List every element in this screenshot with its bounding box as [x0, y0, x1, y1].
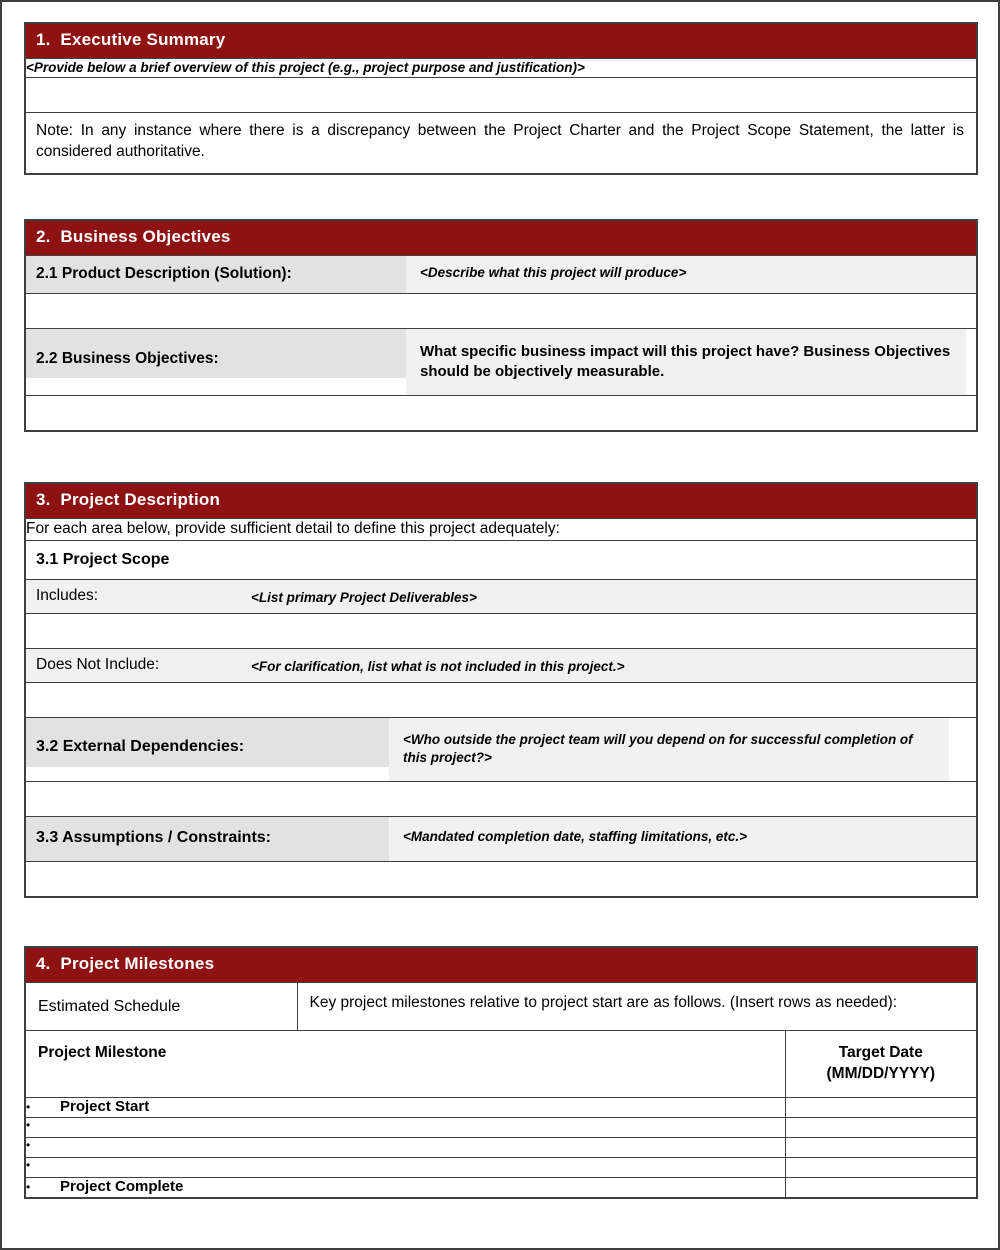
- does-not-include-value: <For clarification, list what is not included in this project.>: [251, 658, 625, 674]
- target-date-header-line1: Target Date: [838, 1044, 923, 1062]
- target-date-cell[interactable]: [785, 1178, 977, 1199]
- external-dependencies-value: <Who outside the project team will you depend on for successful completion of this project?>: [389, 718, 949, 781]
- includes-answer-row[interactable]: [25, 613, 977, 648]
- assumptions-constraints-answer-field[interactable]: [25, 862, 977, 898]
- project-description-intro-row: [25, 519, 977, 540]
- business-objectives-value: What specific business impact will this project have? Business Objectives should be objectively measurable.: [406, 329, 966, 396]
- external-dependencies-row: [25, 717, 977, 781]
- section-2-banner: [25, 220, 977, 256]
- section-4-banner: [25, 947, 977, 983]
- exec-summary-answer-field[interactable]: [25, 77, 977, 112]
- milestones-header-row: [25, 1031, 977, 1098]
- bullet-icon: •: [26, 1138, 31, 1153]
- business-objectives-row: [25, 328, 977, 396]
- section-1-heading: 1. Executive Summary: [36, 30, 226, 49]
- product-description-answer-field[interactable]: [25, 293, 977, 328]
- business-objectives-answer-field[interactable]: [25, 396, 977, 432]
- business-objectives-label: 2.2 Business Objectives:: [26, 329, 406, 378]
- product-description-row: [25, 255, 977, 293]
- does-not-include-row: [25, 648, 977, 682]
- section-executive-summary: [24, 22, 978, 175]
- section-3-heading: 3. Project Description: [36, 490, 221, 510]
- section-1-banner: [25, 23, 977, 59]
- includes-label: Includes:: [36, 586, 99, 604]
- includes-row: [25, 579, 977, 613]
- table-row[interactable]: [25, 1118, 977, 1138]
- bullet-icon: •: [26, 1100, 31, 1115]
- includes-answer-field[interactable]: [25, 613, 977, 648]
- milestone-cell[interactable]: [25, 1158, 785, 1178]
- table-row[interactable]: [25, 1158, 977, 1178]
- section-3-banner: [25, 483, 977, 519]
- target-date-cell[interactable]: [785, 1098, 977, 1118]
- product-description-value: <Describe what this project will produce>: [406, 256, 976, 293]
- milestone-name: Project Start: [60, 1098, 150, 1116]
- section-business-objectives: [24, 219, 978, 433]
- table-row[interactable]: [25, 1098, 977, 1118]
- bullet-icon: •: [26, 1118, 31, 1133]
- table-row[interactable]: [25, 1138, 977, 1158]
- exec-summary-note: Note: In any instance where there is a discrepancy between the Project Charter and the Project Scope Statement, the latter is considered authoritative.: [25, 112, 977, 173]
- exec-summary-prompt-row: [25, 59, 977, 78]
- exec-summary-prompt: <Provide below a brief overview of this project (e.g., project purpose and justification)>: [25, 59, 977, 78]
- exec-summary-note-row: [25, 112, 977, 173]
- external-dependencies-answer-row[interactable]: [25, 782, 977, 817]
- estimated-schedule-label: Estimated Schedule: [25, 983, 297, 1031]
- assumptions-constraints-answer-row[interactable]: [25, 862, 977, 898]
- bullet-icon: •: [26, 1180, 31, 1195]
- includes-value: <List primary Project Deliverables>: [251, 589, 477, 605]
- target-date-column-header: [785, 1031, 977, 1098]
- does-not-include-answer-row[interactable]: [25, 682, 977, 717]
- business-objectives-answer-row[interactable]: [25, 396, 977, 432]
- project-description-intro: For each area below, provide sufficient detail to define this project adequately:: [25, 519, 977, 540]
- external-dependencies-label: 3.2 External Dependencies:: [26, 718, 389, 767]
- milestone-cell[interactable]: [25, 1178, 785, 1199]
- section-4-heading: 4. Project Milestones: [36, 954, 215, 974]
- milestone-cell[interactable]: [25, 1098, 785, 1118]
- milestone-cell[interactable]: [25, 1138, 785, 1158]
- does-not-include-answer-field[interactable]: [25, 682, 977, 717]
- section-2-heading: 2. Business Objectives: [36, 226, 231, 246]
- milestone-cell[interactable]: [25, 1118, 785, 1138]
- target-date-cell[interactable]: [785, 1118, 977, 1138]
- table-row[interactable]: [25, 1178, 977, 1199]
- bullet-icon: •: [26, 1158, 31, 1173]
- target-date-cell[interactable]: [785, 1158, 977, 1178]
- exec-summary-answer-row[interactable]: [25, 77, 977, 112]
- estimated-schedule-row: [25, 983, 977, 1031]
- estimated-schedule-value: Key project milestones relative to project start are as follows. (Insert rows as needed):: [297, 983, 977, 1031]
- product-description-label: 2.1 Product Description (Solution):: [26, 256, 406, 293]
- section-project-milestones: [24, 946, 978, 1199]
- assumptions-constraints-value: <Mandated completion date, staffing limitations, etc.>: [389, 817, 976, 861]
- project-scope-heading-row: [25, 540, 977, 579]
- product-description-answer-row[interactable]: [25, 293, 977, 328]
- milestone-column-header: Project Milestone: [25, 1031, 785, 1098]
- milestone-name: Project Complete: [60, 1178, 184, 1196]
- target-date-header-line2: (MM/DD/YYYY): [826, 1065, 935, 1083]
- external-dependencies-answer-field[interactable]: [25, 782, 977, 817]
- assumptions-constraints-label: 3.3 Assumptions / Constraints:: [26, 817, 389, 861]
- target-date-cell[interactable]: [785, 1138, 977, 1158]
- does-not-include-label: Does Not Include:: [36, 655, 160, 673]
- assumptions-constraints-row: [25, 817, 977, 862]
- section-project-description: [24, 482, 978, 898]
- project-scope-heading: 3.1 Project Scope: [25, 540, 977, 579]
